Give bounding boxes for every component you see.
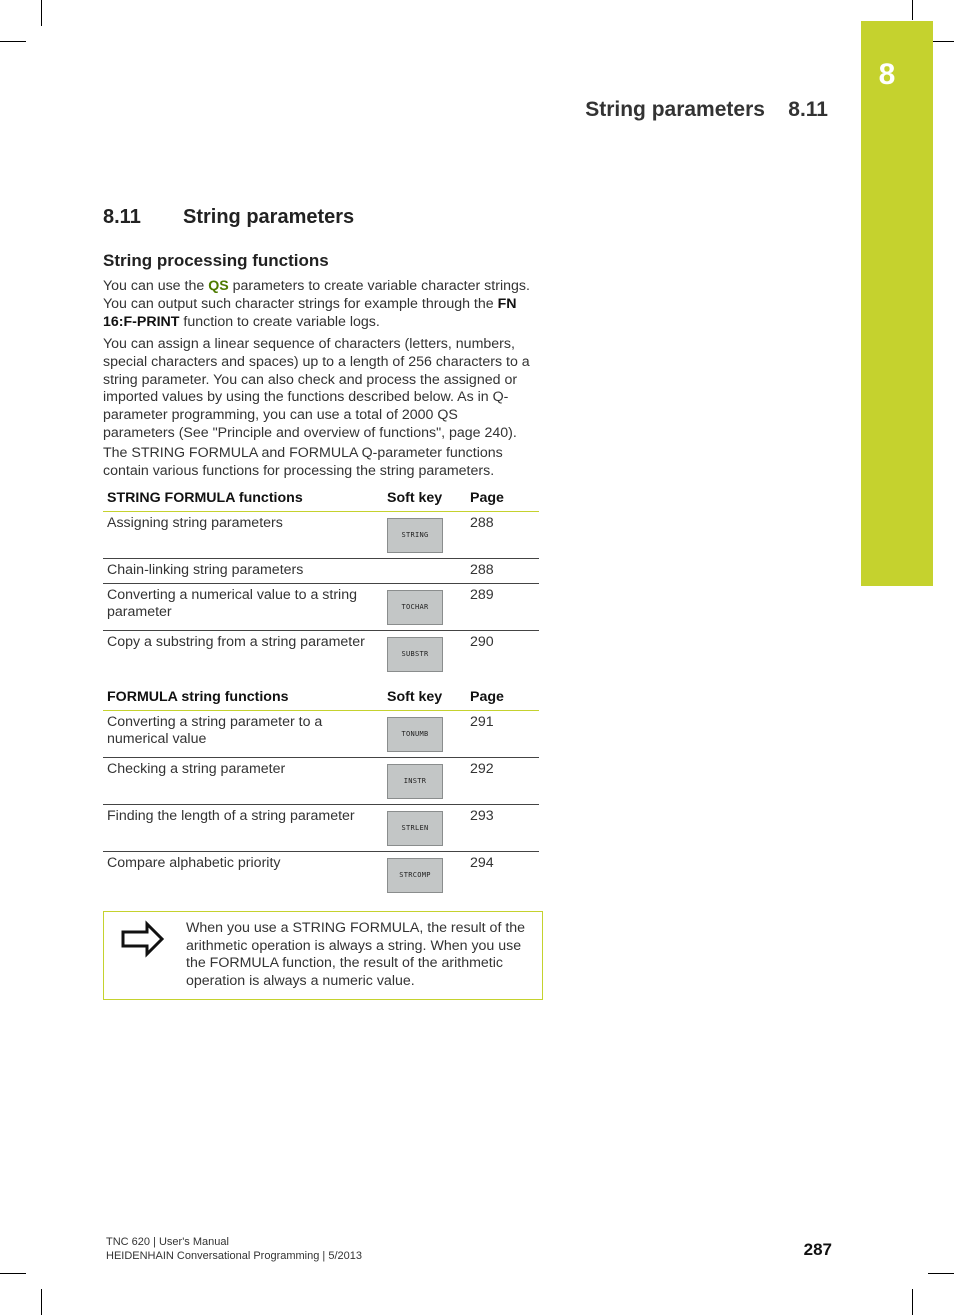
crop-mark bbox=[912, 1289, 913, 1315]
table-row bbox=[103, 512, 539, 559]
table-row bbox=[103, 559, 539, 584]
table-row bbox=[103, 631, 539, 678]
function-label: Chain-linking string parameters bbox=[103, 559, 383, 584]
table-row bbox=[103, 852, 539, 899]
softkey-instr[interactable]: INSTR bbox=[387, 764, 443, 799]
function-label: Converting a string parameter to a numerical value bbox=[103, 711, 383, 758]
page-ref: 288 bbox=[466, 512, 539, 559]
page-ref: 289 bbox=[466, 584, 539, 631]
softkey-strlen[interactable]: STRLEN bbox=[387, 811, 443, 846]
column-header: FORMULA string functions bbox=[103, 684, 383, 711]
page-ref: 291 bbox=[466, 711, 539, 758]
softkey-strcomp[interactable]: STRCOMP bbox=[387, 858, 443, 893]
note-text: When you use a STRING FORMULA, the result of the arithmetic operation is always a string. When you use the FORMULA function, the result of the arithmetic operation is always a numeric value. bbox=[186, 920, 526, 990]
crop-mark bbox=[0, 41, 26, 42]
column-header: Soft key bbox=[383, 485, 466, 512]
crop-mark bbox=[41, 1289, 42, 1315]
arrow-right-icon bbox=[120, 920, 166, 958]
function-label: Converting a numerical value to a string parameter bbox=[103, 584, 383, 631]
column-header: STRING FORMULA functions bbox=[103, 485, 383, 512]
paragraph-3: The STRING FORMULA and FORMULA Q-parameter functions contain various functions for processing the string parameters. bbox=[103, 445, 503, 479]
table-row bbox=[103, 711, 539, 758]
page-ref: 293 bbox=[466, 805, 539, 852]
softkey-tochar[interactable]: TOCHAR bbox=[387, 590, 443, 625]
function-label: Compare alphabetic priority bbox=[107, 855, 281, 871]
fn-keyword: FN 16:F-PRINT bbox=[103, 295, 517, 330]
page-ref: 290 bbox=[470, 634, 494, 650]
chapter-number: 8 bbox=[878, 58, 896, 91]
footer-line-1: TNC 620 | User's Manual bbox=[106, 1236, 229, 1248]
page-ref: 294 bbox=[470, 855, 494, 871]
section-title: String parameters bbox=[183, 206, 355, 228]
page-number: 287 bbox=[803, 1240, 832, 1259]
subsection-heading: String processing functions bbox=[103, 251, 329, 270]
column-header: Page bbox=[466, 485, 539, 512]
section-number: 8.11 bbox=[103, 206, 141, 228]
footer-line-2: HEIDENHAIN Conversational Programming | 5/2013 bbox=[106, 1250, 362, 1262]
paragraph-1: You can use the QS parameters to create variable character strings. You can output such character strings for example through the FN 16:F-PRINT function to create variable logs. bbox=[103, 278, 530, 330]
crop-mark bbox=[41, 0, 42, 26]
section-heading bbox=[103, 206, 354, 229]
column-header: Page bbox=[466, 684, 539, 711]
chapter-tab bbox=[861, 21, 933, 586]
softkey-tonumb[interactable]: TONUMB bbox=[387, 717, 443, 752]
paragraph-2: You can assign a linear sequence of characters (letters, numbers, special characters and spaces) up to a length of 256 characters to a string parameter. You can also check and process the assigned or imported values by using the functions described below. As in Q-parameter programming, you can use a total of 2000 QS parameters (See "Principle and overview of functions", page 240). bbox=[103, 336, 530, 441]
page-ref: 288 bbox=[466, 559, 539, 584]
table-row bbox=[103, 758, 539, 805]
function-label: Assigning string parameters bbox=[103, 512, 383, 559]
running-head: String parameters 8.11 bbox=[585, 98, 828, 121]
note-box bbox=[103, 911, 543, 1000]
softkey-substr[interactable]: SUBSTR bbox=[387, 637, 443, 672]
softkey-string[interactable]: STRING bbox=[387, 518, 443, 553]
qs-keyword: QS bbox=[208, 278, 229, 294]
column-header: Soft key bbox=[383, 684, 466, 711]
function-label: Finding the length of a string parameter bbox=[103, 805, 383, 852]
function-label: Copy a substring from a string parameter bbox=[107, 634, 365, 650]
table-row bbox=[103, 584, 539, 631]
crop-mark bbox=[912, 0, 913, 20]
table-row bbox=[103, 805, 539, 852]
footer bbox=[106, 1235, 362, 1263]
crop-mark bbox=[928, 1273, 954, 1274]
crop-mark bbox=[0, 1273, 26, 1274]
page-ref: 292 bbox=[466, 758, 539, 805]
string-formula-table bbox=[103, 485, 539, 678]
formula-string-table bbox=[103, 684, 539, 899]
function-label: Checking a string parameter bbox=[103, 758, 383, 805]
